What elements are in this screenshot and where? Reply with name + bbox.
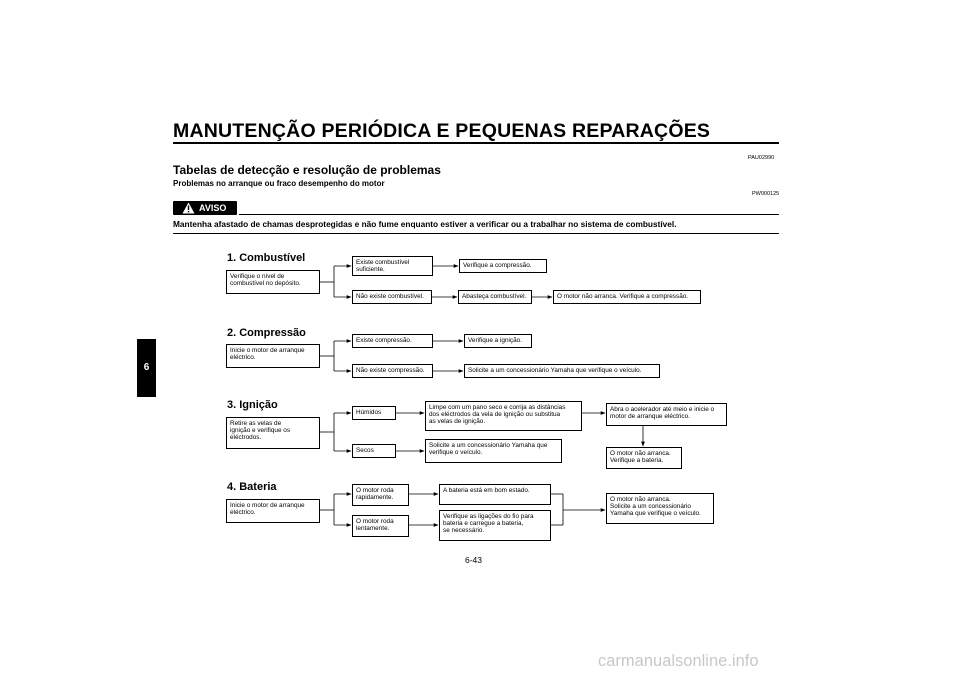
- flow-box-fuel-sufficient: Existe combustível suficiente.: [352, 256, 433, 276]
- flow-box-check-battery-wiring: Verifique as ligações do fio para bateria e carregue a bateria, se necessário.: [439, 510, 551, 541]
- flow-box-engine-fast: O motor roda rapidamente.: [352, 484, 409, 506]
- flow-box-wet: Húmidos: [352, 406, 396, 420]
- flow-box-battery-ok: A bateria está em bom estado.: [439, 484, 551, 505]
- flow-box-check-battery: O motor não arranca. Verifique a bateria.: [606, 447, 682, 469]
- section-title-fuel: 1. Combustível: [227, 252, 306, 264]
- warning-code: PW000125: [752, 191, 780, 197]
- flow-box-check-ignition: Verifique a ignição.: [464, 334, 532, 348]
- flow-box-start-engine: Inicie o motor de arranque eléctrico.: [226, 344, 320, 368]
- flow-box-engine-fails-dealer: O motor não arranca. Solicite a um concessionário Yamaha que verifique o veículo.: [606, 493, 714, 524]
- flow-box-check-compression: Verifique a compressão.: [459, 259, 547, 273]
- flow-box-start-engine-battery: Inicie o motor de arranque eléctrico.: [226, 499, 320, 523]
- watermark: carmanualsonline.info: [598, 652, 759, 670]
- flow-box-dealer-check-ignition: Solicite a um concessionário Yamaha que verifique o veículo.: [425, 439, 562, 463]
- section-title-ignition: 3. Ignição: [227, 399, 278, 411]
- section-code: PAU02990: [748, 155, 775, 161]
- flow-box-remove-plugs: Retire as velas de ignição e verifique os eléctrodos.: [226, 417, 320, 449]
- flow-box-clean-plugs: Limpe com um pano seco e corrija as distâncias dos eléctrodos da vela de ignição ou substitua as velas de ignição.: [425, 401, 582, 431]
- section-heading: Tabelas de detecção e resolução de problemas: [173, 163, 441, 177]
- flow-box-engine-fails-check-compression: O motor não arranca. Verifique a compressão.: [553, 290, 701, 304]
- section-subheading: Problemas no arranque ou fraco desempenho do motor: [173, 179, 385, 188]
- section-title-battery: 4. Bateria: [227, 481, 277, 493]
- warning-label: AVISO: [199, 202, 227, 213]
- page-title: MANUTENÇÃO PERIÓDICA E PEQUENAS REPARAÇÕES: [173, 120, 711, 142]
- section-title-compression: 2. Compressão: [227, 327, 306, 339]
- flow-box-open-throttle: Abra o acelerador até meio e inicie o motor de arranque eléctrico.: [606, 403, 727, 426]
- flow-box-no-fuel: Não existe combustível.: [352, 290, 432, 304]
- flow-box-refuel: Abasteça combustível.: [458, 290, 532, 304]
- flow-box-no-compression: Não existe compressão.: [352, 364, 433, 378]
- flow-box-dry: Secos: [352, 444, 396, 458]
- flow-box-engine-slow: O motor roda lentamente.: [352, 515, 409, 537]
- chapter-tab: 6: [137, 339, 156, 397]
- warning-text: Mantenha afastado de chamas desprotegidas e não fume enquanto estiver a verificar ou a trabalhar no sistema de combustível.: [173, 219, 677, 229]
- flow-box-dealer-check: Solicite a um concessionário Yamaha que verifique o veículo.: [464, 364, 660, 378]
- flow-box-compression-present: Existe compressão.: [352, 334, 433, 348]
- flow-box-check-fuel-level: Verifique o nível de combustível no depósito.: [226, 270, 320, 294]
- page-number: 6-43: [465, 555, 483, 565]
